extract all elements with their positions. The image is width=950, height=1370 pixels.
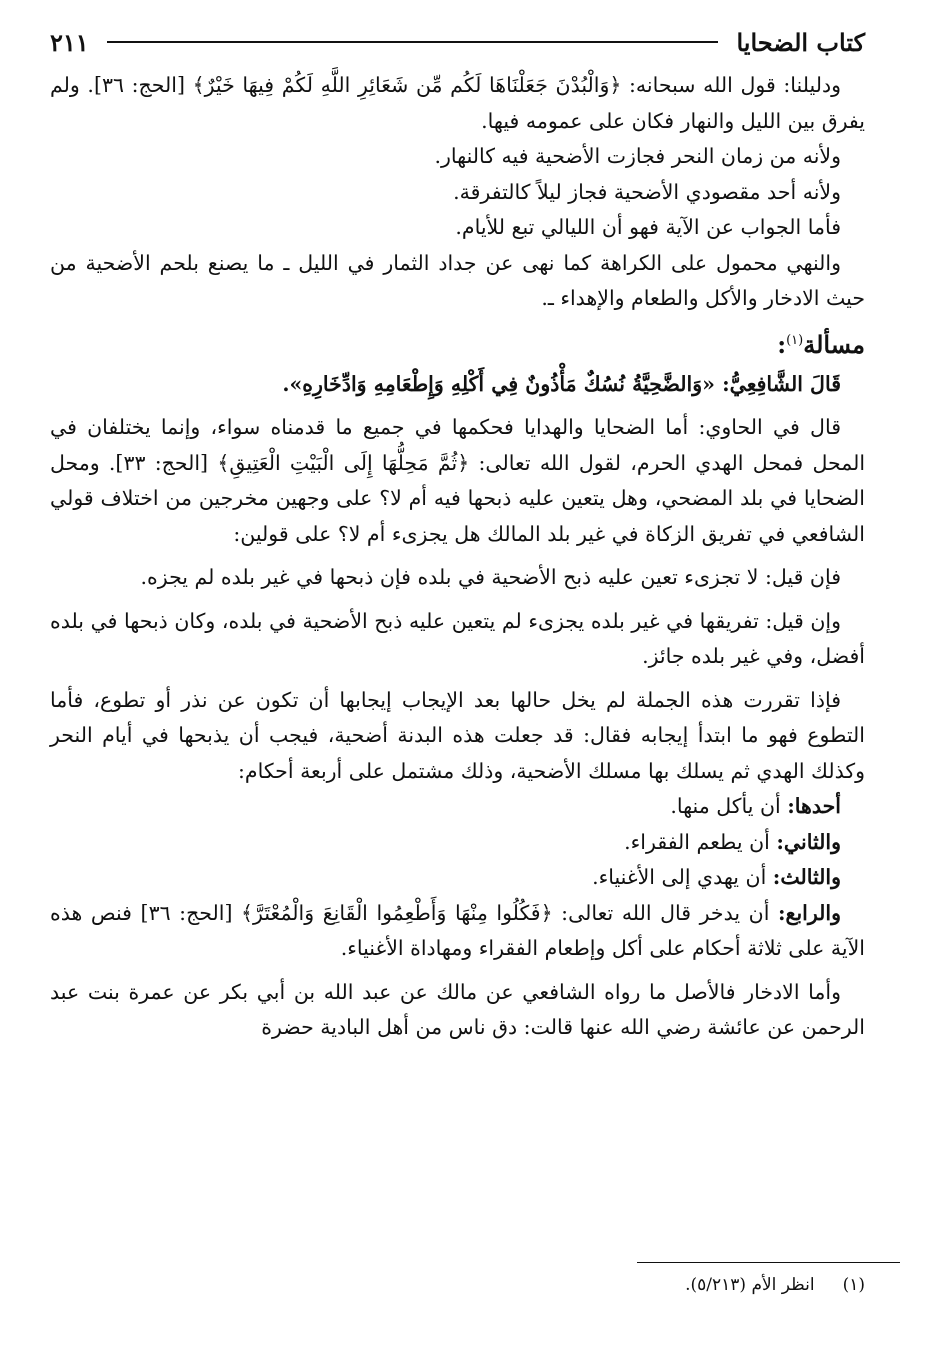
footnote-ref: (١) <box>786 332 804 348</box>
paragraph: ودليلنا: قول الله سبحانه: ﴿وَالْبُدْنَ جَعَلْنَاهَا لَكُم مِّن شَعَائِرِ اللَّهِ لَكُمْ فِيهَا خَيْرٌ﴾ [الحج: ٣٦]. ولم يفرق بين الليل والنهار فكان على عمومه فيها. <box>50 73 865 133</box>
ruling-item <box>50 860 865 896</box>
paragraph: والنهي محمول على الكراهة كما نهى عن جداد الثمار في الليل ـ ما يصنع بلحم الأضحية من حيث الادخار والأكل والطعام والإهداء ـ. <box>50 250 865 310</box>
footnote-rule <box>637 1262 900 1263</box>
body-text <box>50 68 865 1046</box>
paragraph: فإذا تقررت هذه الجملة لم يخل حالها بعد الإيجاب إيجابها أن تكون عن نذر أو تطوع، فأما التطوع فهو ما ابتدأ إيجابه فقال: قد جعلت هذه البدنة أضحية، فيجب أن يذبحها في أيام النحر وكذلك الهدي ثم يسلك بها مسلك الأضحية، وذلك مشتمل على أربعة أحكام: <box>50 687 865 783</box>
heading-colon: : <box>777 329 787 359</box>
header-rule <box>107 41 719 43</box>
paragraph: فأما الجواب عن الآية فهو أن الليالي تبع للأيام. <box>455 215 841 239</box>
ruling-text: أن يطعم الفقراء. <box>624 829 777 854</box>
page <box>50 22 865 1046</box>
ruling-item <box>50 825 865 861</box>
paragraph: وأما الادخار فالأصل ما رواه الشافعي عن مالك عن عبد الله بن أبي بكر عن عمرة بنت عبد الرحمن عن عائشة رضي الله عنها قالت: دق ناس من أهل البادية حضرة <box>50 979 865 1039</box>
running-header <box>50 22 865 62</box>
ruling-text: أن يدخر قال الله تعالى: ﴿فَكُلُوا مِنْهَا وَأَطْعِمُوا الْقَانِعَ وَالْمُعْتَرَّ﴾ [الحج: ٣٦] فنص هذه الآية على ثلاثة أحكام على أكل وإطعام الفقراء ومهاداة الأغنياء. <box>50 900 865 960</box>
paragraph: وإن قيل: تفريقها في غير بلده يجزىء لم يتعين عليه ذبح الأضحية في بلده، وكان ذبحها في بلده أفضل، وفي غير بلده جائز. <box>50 608 865 668</box>
section-heading-text: مسألة <box>803 329 865 359</box>
ruling-lead: والثالث: <box>772 865 841 889</box>
ruling-text: أن يهدي إلى الأغنياء. <box>592 865 773 889</box>
ruling-text: أن يأكل منها. <box>670 794 788 818</box>
ruling-lead: والثاني: <box>776 829 841 854</box>
paragraph: فإن قيل: لا تجزىء تعين عليه ذبح الأضحية في بلده فإن ذبحها في غير بلده لم يجزه. <box>140 565 841 589</box>
footnote-text: انظر الأم (٥/٢١٣). <box>685 1275 815 1295</box>
imam-quote: قَالَ الشَّافِعِيُّ: «وَالضَّحِيَّةُ نُسُكٌ مَأْذُونٌ فِي أَكْلِهِ وَإِطْعَامِهِ وَادِّخَارِهِ». <box>282 371 841 396</box>
ruling-lead: والرابع: <box>777 900 842 925</box>
ruling-item <box>50 896 865 967</box>
paragraph: ولأنه من زمان النحر فجازت الأضحية فيه كالنهار. <box>434 144 841 168</box>
footnote <box>685 1272 865 1298</box>
section-heading <box>50 319 865 367</box>
paragraph: قال في الحاوي: أما الضحايا والهدايا فحكمها في جميع ما قدمناه سواء، وإنما يختلفان في المحل فمحل الهدي الحرم، لقول الله تعالى: ﴿ثُمَّ مَحِلُّهَا إِلَى الْبَيْتِ الْعَتِيقِ﴾ [الحج: ٣٣]. ومحل الضحايا في بلد المضحي، وهل يتعين عليه ذبحها فيه أم لا؟ على وجهين مخرجين من اختلاف قولي الشافعي في تفريق الزكاة في غير بلد المالك هل يجزىء أم لا؟ على قولين: <box>50 415 866 546</box>
footnote-number: (١) <box>842 1275 865 1295</box>
ruling-lead: أحدها: <box>787 794 841 818</box>
paragraph: ولأنه أحد مقصودي الأضحية فجاز ليلاً كالتفرقة. <box>453 179 841 204</box>
page-number: ٢١١ <box>50 27 89 57</box>
book-title: كتاب الضحايا <box>736 27 865 57</box>
ruling-item <box>50 789 865 825</box>
